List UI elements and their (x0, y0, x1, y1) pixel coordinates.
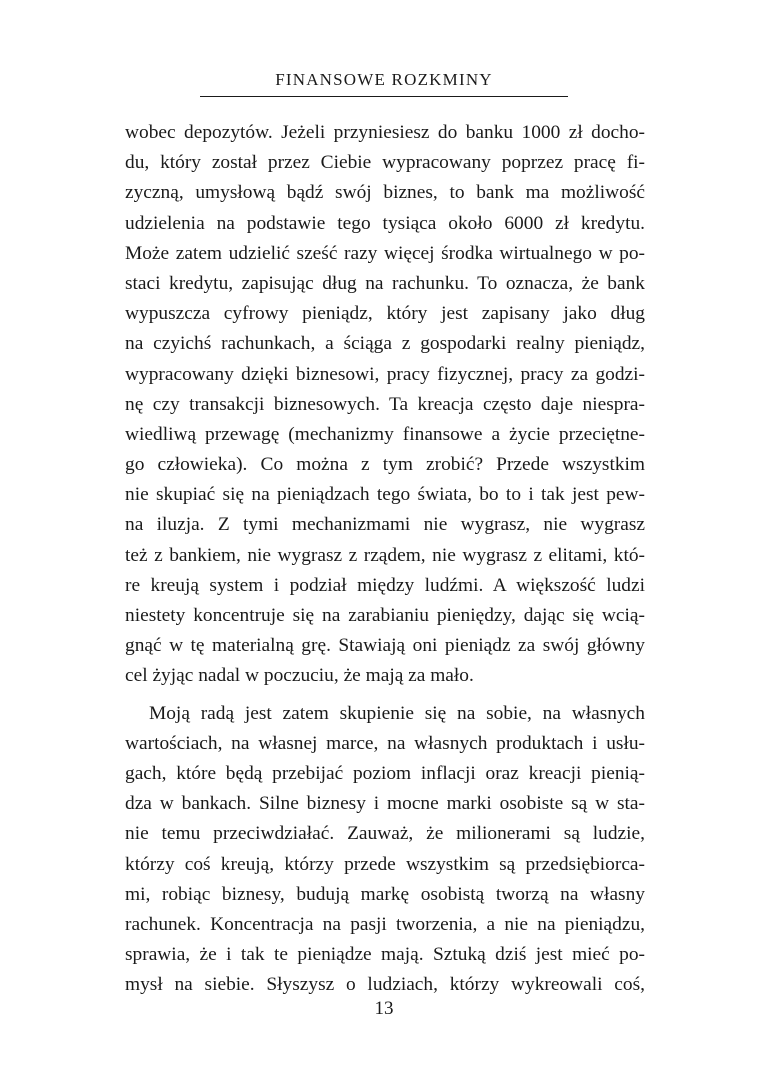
paragraph (125, 118, 645, 692)
body-text (125, 118, 645, 1000)
text-line: niestety koncentruje się na zarabianiu pieniędzy, dając się wcią- (125, 605, 645, 626)
text-line: dza w bankach. Silne biznesy i mocne marki osobiste są w sta- (125, 793, 645, 815)
text-line: cel żyjąc nadal w poczuciu, że mają za mało. (125, 665, 474, 687)
text-line: nę czy transakcji biznesowych. Ta kreacja często daje niespra- (125, 393, 645, 415)
text-line: wypracowany dzięki biznesowi, pracy fizycznej, pracy za godzi- (125, 363, 645, 385)
text-line: mi, robiąc biznesy, budują markę osobistą tworzą na własny (125, 883, 645, 905)
paragraph (125, 699, 645, 1001)
text-line: Moją radą jest zatem skupienie się na sobie, na własnych (149, 702, 645, 724)
text-line: mysł na siebie. Słyszysz o ludziach, którzy wykreowali coś, (125, 974, 645, 996)
paragraph-gap (125, 692, 645, 699)
text-line: udzielenia na podstawie tego tysiąca około 6000 zł kredytu. (125, 212, 645, 234)
text-line: wobec depozytów. Jeżeli przyniesiesz do banku 1000 zł docho- (125, 122, 645, 143)
text-line: wypuszcza cyfrowy pieniądz, który jest zapisany jako dług (125, 303, 645, 325)
text-line: gnąć w tę materialną grę. Stawiają oni pieniądz za swój główny (125, 635, 645, 657)
text-line: na iluzja. Z tymi mechanizmami nie wygrasz, nie wygrasz (125, 514, 645, 536)
text-line: re kreują system i podział między ludźmi. A większość ludzi (125, 574, 645, 596)
text-line: nie skupiać się na pieniądzach tego świata, bo to i tak jest pew- (125, 484, 645, 506)
text-line: wiedliwą przewagę (mechanizmy finansowe a życie przeciętne- (125, 423, 645, 445)
text-line: nie temu przeciwdziałać. Zauważ, że milionerami są ludzie, (125, 823, 645, 845)
text-line: na czyichś rachunkach, a ściąga z gospodarki realny pieniądz, (125, 333, 645, 355)
text-line: zyczną, umysłową bądź swój biznes, to bank ma możliwość (125, 182, 645, 204)
text-line: rachunek. Koncentracja na pasji tworzenia, a nie na pieniądzu, (125, 913, 645, 935)
text-line: wartościach, na własnej marce, na własnych produktach i usłu- (125, 732, 645, 754)
text-line: staci kredytu, zapisując dług na rachunku. To oznacza, że bank (125, 272, 645, 294)
text-line: którzy coś kreują, którzy przede wszystkim są przedsiębiorca- (125, 853, 645, 875)
text-line: też z bankiem, nie wygrasz z rządem, nie wygrasz z elitami, któ- (125, 544, 645, 566)
running-header: FINANSOWE ROZKMINY (275, 70, 493, 89)
text-line: sprawia, że i tak te pieniądze mają. Sztuką dziś jest mieć po- (125, 944, 645, 966)
text-line: du, który został przez Ciebie wypracowany poprzez pracę fi- (125, 152, 645, 174)
page-number: 13 (374, 998, 394, 1019)
text-line: Może zatem udzielić sześć razy więcej środka wirtualnego w po- (125, 242, 645, 264)
header-rule (200, 96, 568, 97)
text-line: go człowieka). Co można z tym zrobić? Przede wszystkim (125, 454, 645, 476)
text-line: gach, które będą przebijać poziom inflacji oraz kreacji pienią- (125, 762, 645, 784)
